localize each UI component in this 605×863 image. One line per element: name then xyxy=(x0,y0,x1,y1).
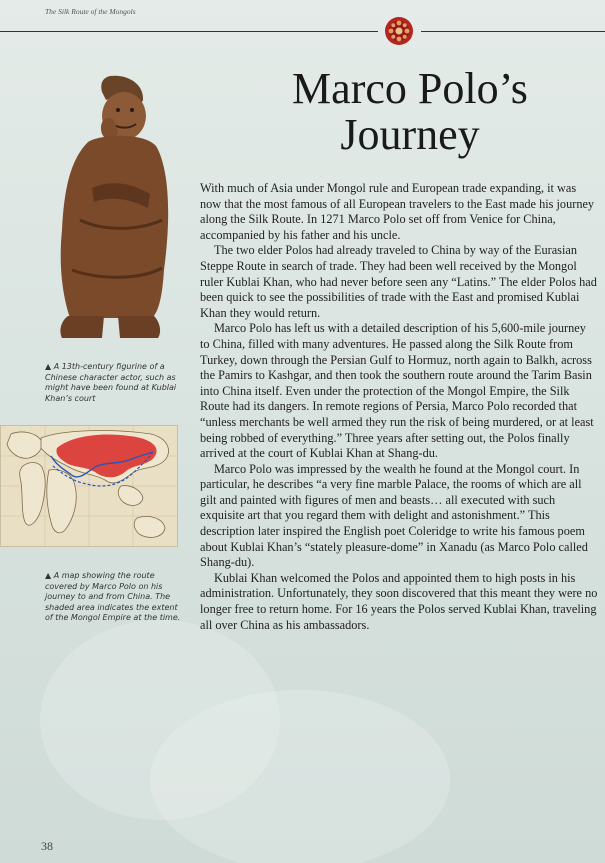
map-caption xyxy=(45,571,185,624)
figurine-caption xyxy=(45,362,185,404)
article-paragraph: The two elder Polos had already traveled to China by way of the Eurasian Steppe Route in search of trade. They had been well received by the Mongol ruler Kublai Khan, who had never before seen any “Latins.” The elder Polos had been quick to see the possibilities of trade with the East and promised Kublai Khan they would return. xyxy=(200,243,597,320)
world-map-image xyxy=(0,425,178,547)
triangle-marker-icon: ▲ xyxy=(45,571,52,580)
page-number: 38 xyxy=(41,839,53,853)
background-watermark xyxy=(150,690,450,863)
article-paragraph: Marco Polo was impressed by the wealth he found at the Mongol court. In particular, he describes “a very fine marble Palace, the rooms of which are all gilt and painted with figures of men and beasts… all executed with such exquisite art that you regard them with delight and astonishment.” This description later inspired the English poet Coleridge to write his famous poem about Kublai Khan’s “stately pleasure-dome” in Xanadu (as Marco Polo called Shang-du). xyxy=(200,461,588,570)
article-paragraph: Marco Polo has left us with a detailed description of his 5,600-mile journey to China, filled with many adventures. He passed along the Silk Route from Turkey, down through the Persian Gulf to Hormuz, north again to Balkh, across the Pamirs to Kashgar, and then took the southern route around the Tarim Basin into China itself. Even under the protection of the Mongol Empire, the Silk Route had its dangers. In remote regions of Persia, Marco Polo recorded that “unless merchants be well armed they run the risk of being murdered, or at least being robbed of everything.” Three years after setting out, the Polos finally arrived at the court of Kublai Khan at Shang-du. xyxy=(200,321,594,461)
article-paragraph: With much of Asia under Mongol rule and European trade expanding, it was now that the most famous of all European travelers to the East made his journey along the Silk Route. In 1271 Marco Polo set off from Venice for China, accompanied by his father and his uncle. xyxy=(200,181,595,242)
rosette-icon xyxy=(384,16,414,46)
article-body xyxy=(200,181,598,633)
triangle-marker-icon: ▲ xyxy=(45,362,52,371)
page-title xyxy=(230,66,590,158)
article-paragraph: Kublai Khan welcomed the Polos and appointed them to high posts in his administration. Unfortunately, they soon discovered that this meant they were no longer free to return home. For 16 years the Polos served Kublai Khan, traveling all over China as his ambassadors. xyxy=(200,570,598,632)
running-head: The Silk Route of the Mongols xyxy=(45,7,136,16)
title-line-1: Marco Polo’s xyxy=(292,64,528,113)
figurine-image xyxy=(40,70,180,345)
header-rule-left xyxy=(0,31,378,32)
figurine-caption-text: A 13th-century figurine of a Chinese character actor, such as might have been found at Kublai Khan’s court xyxy=(45,362,177,403)
map-caption-text: A map showing the route covered by Marco Polo on his journey to and from China. The shaded area indicates the extent of the Mongol Empire at the time. xyxy=(45,571,181,622)
title-line-2: Journey xyxy=(340,110,480,159)
header-rule-right xyxy=(421,31,605,32)
